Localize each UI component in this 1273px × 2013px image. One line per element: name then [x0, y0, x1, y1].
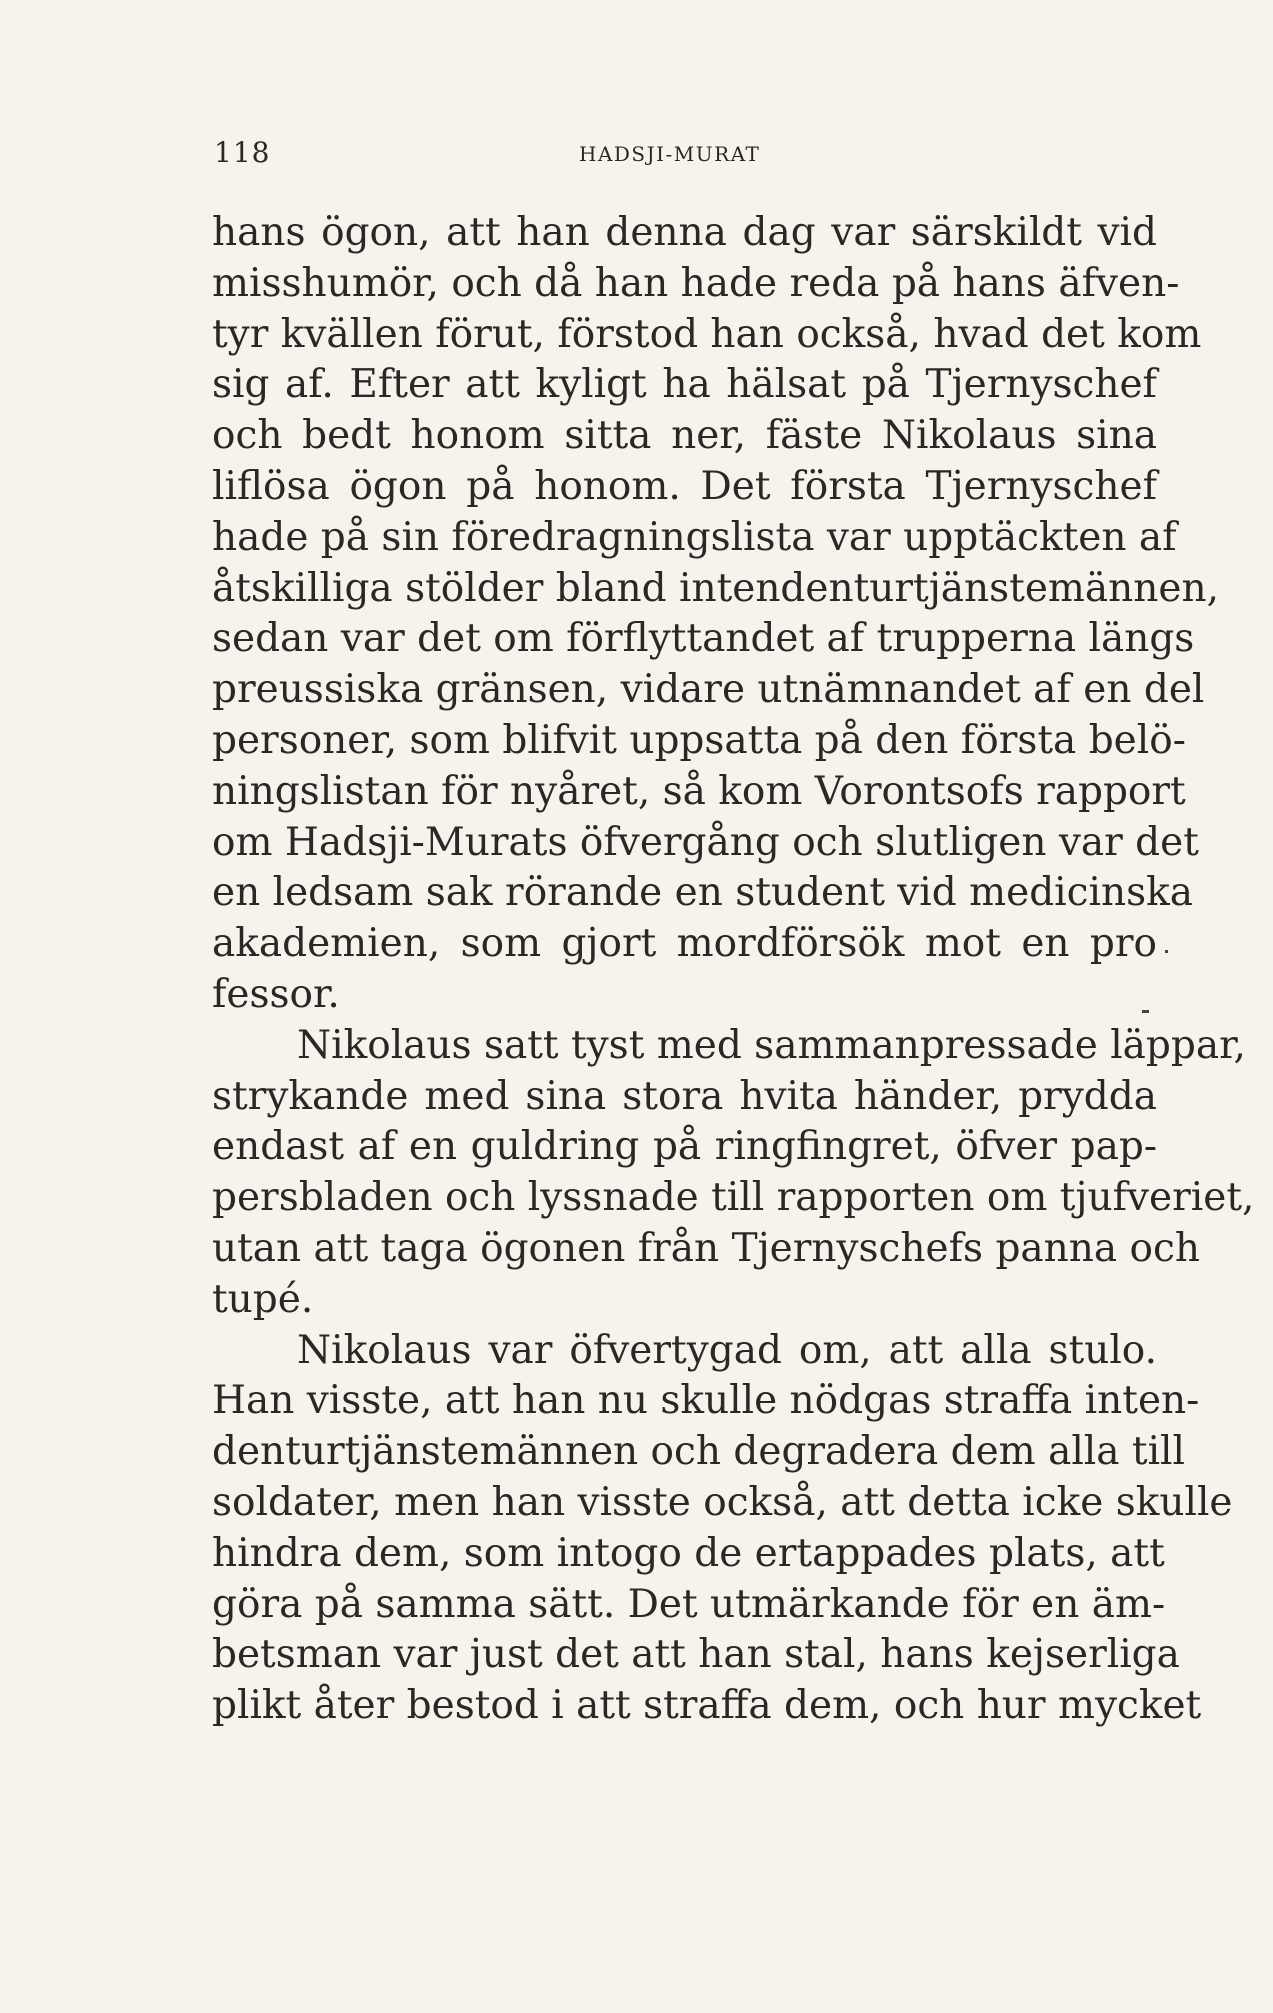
text-line: hade på sin föredragningslista var upptäckten af	[212, 514, 1177, 560]
text-line: denturtjänstemännen och degradera dem alla till	[212, 1429, 1186, 1475]
page-number: 118	[214, 136, 271, 169]
text-line: hindra dem, som intogo de ertappades plats, att	[212, 1530, 1165, 1576]
text-line: soldater, men han visste också, att detta icke skulle	[212, 1479, 1233, 1525]
text-line: utan att taga ögonen från Tjernyschefs panna och	[212, 1225, 1200, 1271]
text-line: endast af en guldring på ringfingret, öfver pap-	[212, 1124, 1157, 1170]
body-text	[212, 208, 1255, 1732]
running-title: HADSJI-MURAT	[579, 142, 761, 166]
text-line: persbladen och lyssnade till rapporten om tjufveriet,	[212, 1175, 1255, 1221]
running-head	[214, 136, 1144, 176]
text-line: en ledsam sak rörande en student vid medicinska	[212, 870, 1193, 916]
text-line: Han visste, att han nu skulle nödgas straffa inten-	[212, 1378, 1200, 1424]
text-line: misshumör, och då han hade reda på hans äfven-	[212, 260, 1180, 306]
margin-dot-mark	[1165, 950, 1168, 953]
text-line: tupé.	[212, 1276, 314, 1322]
text-line: akademien, som gjort mordförsök mot en pro	[212, 921, 1157, 967]
text-line: personer, som blifvit uppsatta på den första belö-	[212, 717, 1186, 763]
text-line: strykande med sina stora hvita händer, prydda	[212, 1073, 1157, 1119]
text-line: betsman var just det att han stal, hans kejserliga	[212, 1632, 1180, 1678]
text-line: sedan var det om förflyttandet af trupperna längs	[212, 616, 1195, 662]
text-line: preussiska gränsen, vidare utnämnandet af en del	[212, 667, 1205, 713]
text-line: plikt åter bestod i att straffa dem, och hur mycket	[212, 1683, 1202, 1729]
text-line: sig af. Efter att kyligt ha hälsat på Tjernyschef	[212, 362, 1157, 408]
text-line: Nikolaus satt tyst med sammanpressade läppar,	[297, 1022, 1246, 1068]
text-line: och bedt honom sitta ner, fäste Nikolaus sina	[212, 413, 1157, 459]
text-line: göra på samma sätt. Det utmärkande för en äm-	[212, 1581, 1166, 1627]
text-line: om Hadsji-Murats öfvergång och slutligen var det	[212, 819, 1199, 865]
margin-hyphen-mark	[1142, 1010, 1149, 1013]
text-line: åtskilliga stölder bland intendenturtjänstemännen,	[212, 565, 1219, 611]
text-line: liflösa ögon på honom. Det första Tjernyschef	[212, 463, 1157, 509]
text-line: hans ögon, att han denna dag var särskildt vid	[212, 210, 1157, 255]
text-line: tyr kvällen förut, förstod han också, hvad det kom	[212, 311, 1202, 357]
text-line: ningslistan för nyåret, så kom Vorontsofs rapport	[212, 768, 1186, 814]
text-line: fessor.	[212, 971, 340, 1017]
text-line: Nikolaus var öfvertygad om, att alla stulo.	[297, 1327, 1157, 1373]
